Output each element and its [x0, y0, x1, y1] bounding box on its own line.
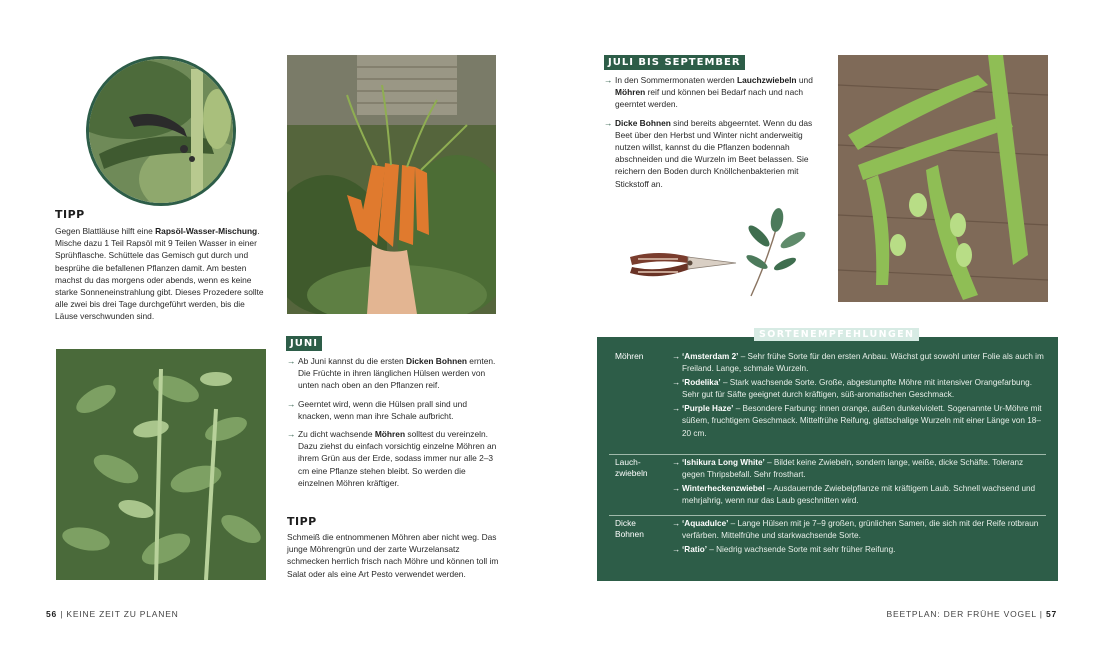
arrow-icon: → — [672, 378, 681, 388]
arrow-icon: → — [672, 519, 681, 528]
sorte-item — [672, 457, 1047, 481]
sorte-name: ‘Amsterdam 2’ — [682, 352, 739, 361]
arrow-icon: → — [604, 75, 613, 85]
sorten-row-label: Dicke Bohnen — [615, 518, 644, 539]
carrots-harvest-photo — [287, 55, 496, 314]
sorten-divider — [609, 454, 1046, 455]
arrow-icon: → — [287, 356, 296, 366]
tipp1-text: . Mische dazu 1 Teil Rapsöl mit 9 Teilen Wasser in einer Sprühflasche. Schüttele das Gemisch gut durch und besprühe die befallenen Pflanzen damit. Am besten machst du das morgens oder abends, wenn es keine starke Sonneneinstrahlung gibt. Dieses Prozedere sollte alle zwei bis drei Tage durchgeführt werden, bis die Läuse verschwunden sind. — [55, 226, 264, 322]
sorte-name: Winterheckenzwiebel — [682, 484, 765, 494]
juli-bullet-item — [604, 74, 816, 111]
sorten-divider — [609, 515, 1046, 516]
arrow-icon: → — [287, 429, 296, 440]
juli-september-heading: JULI BIS SEPTEMBER — [604, 55, 745, 70]
sorten-row-label: Möhren — [615, 351, 644, 361]
tipp-heading: TIPP — [55, 208, 85, 221]
sorte-description: – Stark wachsende Sorte. Große, abgestumpfte Möhre mit intensiver Orangefarbung. Sehr gut für Säfte geeignet durch kräftigen, süß-aromatischen Geschmack. — [682, 378, 1032, 400]
aphid-circle-photo — [86, 56, 236, 206]
sorte-name: ‘Ratio’ — [682, 545, 708, 555]
sorte-description: – Lange Hülsen mit je 7–9 großen, grünlichen Samen, die sich mit der Reife rotbraun verfärben. Mittelfrühe und starkwachsende Sorte. — [682, 519, 1039, 541]
juni-bullet-item — [287, 428, 499, 489]
footer-right-title: BEETPLAN: DER FRÜHE VOGEL — [886, 609, 1037, 619]
broad-bean-plant-photo — [56, 349, 266, 580]
juni-bullet-bold: Dicken Bohnen — [406, 356, 467, 366]
arrow-icon: → — [672, 352, 681, 361]
juli-bullet-item — [604, 117, 816, 190]
arrow-icon: → — [604, 117, 613, 128]
sorten-row-label: Lauch- zwiebeln — [615, 457, 648, 478]
arrow-icon: → — [672, 404, 681, 414]
sorte-item — [672, 483, 1047, 507]
juli-bullet-text: und — [796, 75, 813, 85]
footer-separator: | — [60, 609, 67, 619]
tipp-text-blattlaeuse — [55, 225, 267, 323]
juli-bullet-bold: Möhren — [615, 87, 646, 98]
arrow-icon: → — [672, 458, 681, 467]
juni-bullet-text: ernten. Die Früchte in ihren länglichen Hülsen werden von unten nach oben an den Pflanzen reif. — [298, 356, 496, 391]
juni-bullet-text: solltest du vereinzeln. Dazu ziehst du einfach vorsichtig einzelne Möhren an ihrem Grün aus der Erde, sodass immer nur alle 2–3 cm eine Pflanze stehen bleibt. So werden die einzelnen Möhren kräftiger. — [298, 429, 497, 488]
sorte-item — [672, 351, 1047, 375]
page-number-56: 56 — [46, 609, 58, 619]
sorte-description: – Ausdauernde Zwiebelpflanze mit kräftigem Laub. Schnell wachsend und mehrjahrig, wenn nur das Laub geschnitten wird. — [682, 484, 1036, 506]
sorte-item — [672, 518, 1047, 542]
juni-bullet-text: Geerntet wird, wenn die Hülsen prall sind und knacken, wenn man ihre Schale aufbricht. — [298, 398, 467, 421]
juli-bullet-text: sind bereits abgeerntet. Wenn du das Beet über den Herbst und Winter nicht anderweitig nutzen willst, kannst du die Pflanzen bodennah abschneiden und die Wurzeln im Beet belassen. Sie reichern den Boden durch Knöllchenbakterien mit Stickstoff an. — [615, 117, 813, 189]
footer-right — [887, 609, 1057, 619]
juni-bullet-text: Zu dicht wachsende — [298, 429, 375, 440]
sorte-item — [672, 544, 1047, 556]
juli-bullet-text: In den Sommermonaten werden — [615, 75, 737, 85]
sprig-icon — [737, 206, 813, 298]
arrow-icon: → — [672, 484, 681, 494]
footer-separator: | — [1039, 609, 1046, 619]
juli-bullet-bold: Dicke Bohnen — [615, 117, 671, 128]
arrow-icon: → — [287, 398, 296, 409]
page-number-57: 57 — [1045, 609, 1057, 619]
juli-bullet-bold: Lauchzwiebeln — [736, 75, 797, 85]
tipp1-bold: Rapsöl-Wasser-Mischung — [155, 226, 258, 236]
sorte-description: – Bildet keine Zwiebeln, sondern lange, weiße, dicke Schäfte. Toleranz gegen Thripsbefall. Sehr frosthart. — [682, 458, 1024, 480]
broad-bean-pods-photo — [838, 55, 1048, 302]
sorte-name: ‘Rodelika’ — [682, 378, 721, 388]
arrow-icon: → — [672, 545, 681, 555]
tipp1-text: Gegen Blattläuse hilft eine — [55, 226, 156, 236]
juni-bullet-bold: Möhren — [374, 429, 406, 440]
sorte-name: ‘Aquadulce’ — [682, 519, 729, 528]
juni-bullet-item — [287, 355, 499, 392]
footer-left-title: KEINE ZEIT ZU PLANEN — [66, 609, 179, 619]
sorte-description: – Besondere Farbung: innen orange, außen dunkelviolett. Sogenannte Ur-Möhre mit süßem, fruchtigem Geschmack. Mittelfrühe Reifung, glattschalige Wurzeln mit einer Länge von 18–20 cm. — [682, 404, 1042, 438]
juni-bullet-list — [287, 355, 499, 495]
juli-bullet-text: reif und können bei Bedarf nach und nach geerntet werden. — [615, 87, 804, 110]
sorte-description: – Sehr frühe Sorte für den ersten Anbau. Wächst gut sowohl unter Folie als auch im Freiland. Lange, schmale Wurzeln. — [682, 352, 1044, 374]
sortenempfehlungen-table — [597, 337, 1058, 581]
tipp2-heading: TIPP — [287, 515, 317, 528]
footer-left — [46, 609, 179, 619]
juli-bullet-list — [604, 74, 816, 196]
sorte-description: – Niedrig wachsende Sorte mit sehr früher Reifung. — [707, 545, 896, 555]
sortenempfehlungen-title: SORTENEMPFEHLUNGEN — [754, 328, 919, 341]
juni-heading: JUNI — [286, 336, 322, 351]
juni-bullet-text: Ab Juni kannst du die ersten — [298, 356, 407, 366]
sorte-item — [672, 403, 1047, 439]
sorte-name: ‘Ishikura Long White’ — [682, 458, 765, 467]
sorte-name: ‘Purple Haze’ — [682, 404, 734, 414]
sorte-item — [672, 377, 1047, 401]
tipp2-text: Schmeiß die entnommenen Möhren aber nicht weg. Das junge Möhrengrün und der zarte Wurzelansatz schmecken herrlich frisch nach Möhre und können toll im Salat oder als eine Art Pesto verwendet werden. — [287, 532, 499, 579]
pruning-shears-icon — [628, 243, 740, 285]
juni-bullet-item — [287, 398, 499, 422]
